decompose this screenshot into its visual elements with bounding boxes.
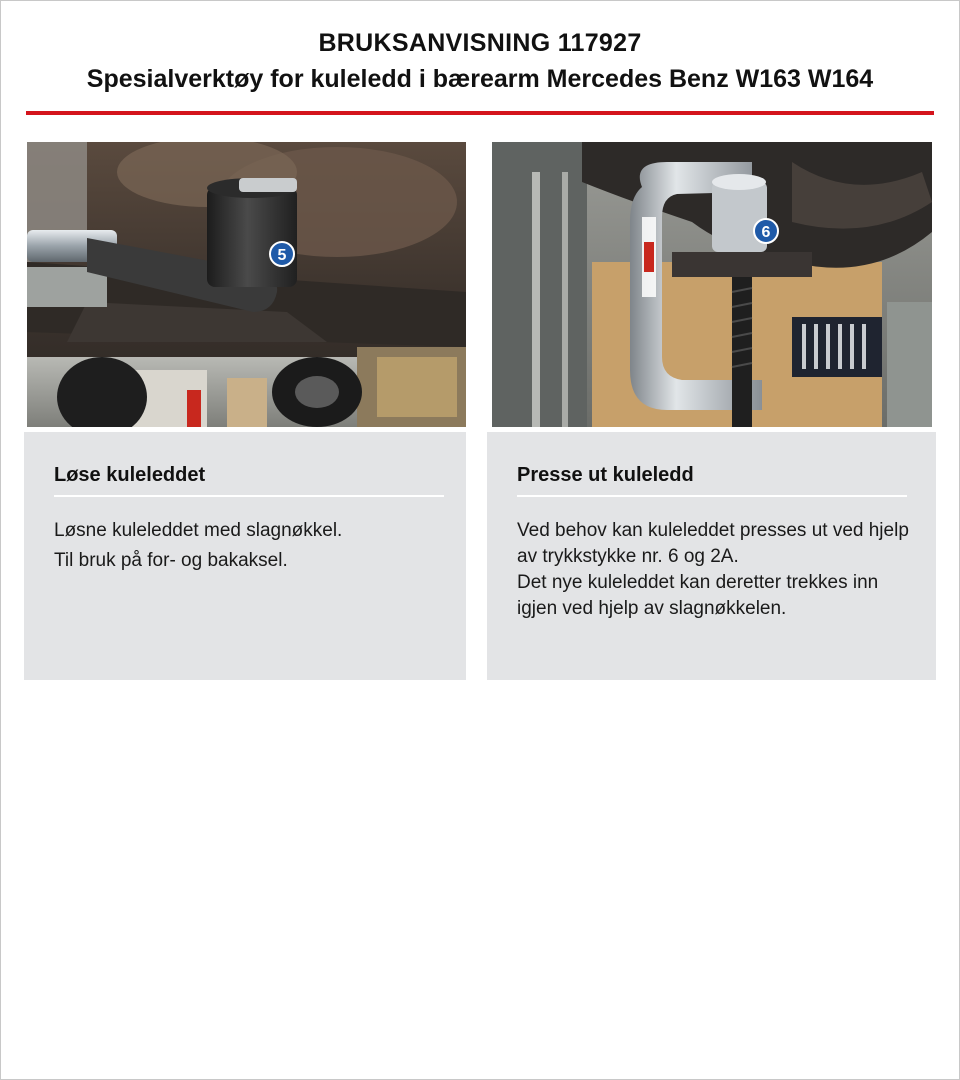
step-5-badge bbox=[270, 242, 294, 266]
ball-joint-press-image bbox=[492, 142, 932, 427]
svg-text:5: 5 bbox=[277, 247, 287, 264]
step-5-divider bbox=[54, 495, 444, 497]
step-6-line: av trykkstykke nr. 6 og 2A. bbox=[517, 546, 739, 567]
step-6-text bbox=[517, 518, 909, 622]
step-5-photo bbox=[27, 142, 466, 427]
step-6-photo bbox=[492, 142, 932, 427]
step-5-text bbox=[54, 518, 342, 574]
step-5-heading: Løse kuleleddet bbox=[54, 464, 206, 486]
document-header bbox=[0, 28, 960, 96]
step-6-line: Det nye kuleleddet kan deretter trekkes inn bbox=[517, 572, 879, 593]
step-5-line: Løsne kuleleddet med slagnøkkel. bbox=[54, 520, 343, 541]
svg-text:6: 6 bbox=[761, 224, 771, 241]
step-5-card bbox=[24, 432, 466, 680]
undercarriage-impact-wrench-image bbox=[27, 142, 466, 427]
document-title: BRUKSANVISNING 117927 bbox=[318, 29, 642, 57]
step-6-card bbox=[487, 432, 936, 680]
step-6-line: Ved behov kan kuleleddet presses ut ved hjelp bbox=[517, 520, 909, 541]
step-6-divider bbox=[517, 495, 907, 497]
header-divider bbox=[26, 111, 934, 115]
document-subtitle: Spesialverktøy for kuleledd i bærearm Mercedes Benz W163 W164 bbox=[86, 65, 874, 93]
step-6-badge bbox=[754, 219, 778, 243]
step-5-line: Til bruk på for- og bakaksel. bbox=[54, 550, 288, 571]
step-6-line: igjen ved hjelp av slagnøkkelen. bbox=[517, 598, 787, 619]
step-6-heading: Presse ut kuleledd bbox=[517, 464, 694, 486]
